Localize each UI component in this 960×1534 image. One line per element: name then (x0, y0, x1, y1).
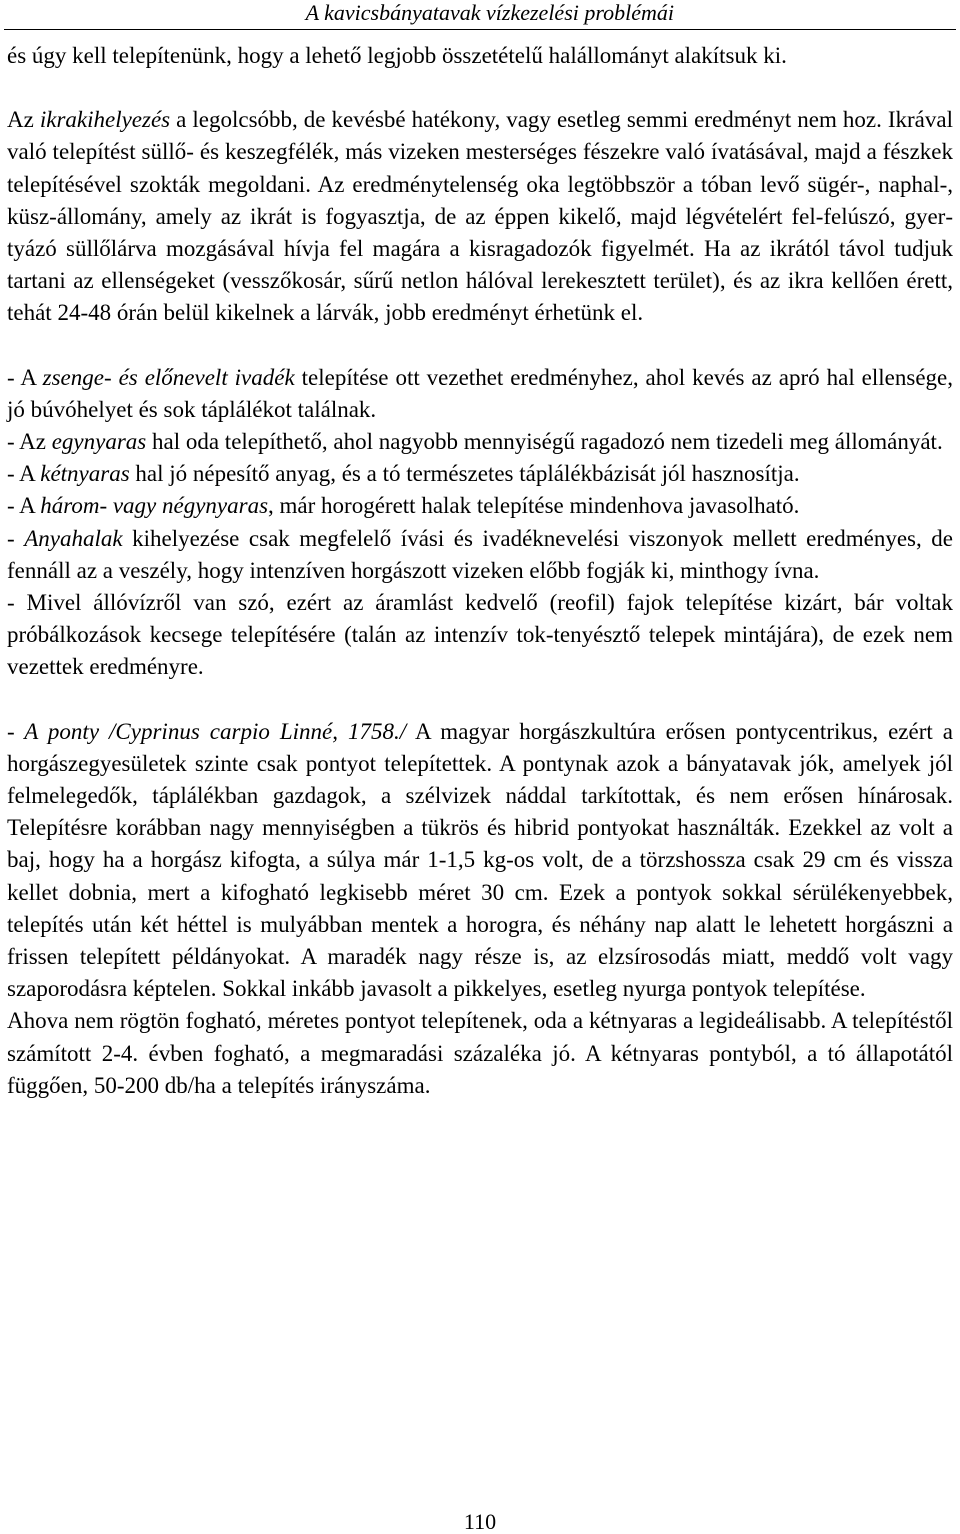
text-run: - A (7, 364, 43, 390)
emphasis-term: ikrakihelyezés (39, 107, 171, 133)
emphasis-term: - A ponty /Cyprinus carpio Linné, 1758./ (7, 718, 407, 744)
paragraph-allovizi: - Mivel állóvízről van szó, ezért az áramlást kedvelő (reofil) fajok telepítése kizárt, bár voltak próbálkozások kecsege telepítésére (talán az intenzív tok-tenyésztő telepek mintájára), de ezek nem vezettek eredményre. (7, 590, 953, 680)
paragraph-harom-negynyaras (7, 490, 953, 522)
page-number: 110 (463, 1509, 497, 1534)
text-run: a legolcsóbb, de kevésbé hatékony, vagy esetleg semmi eredményt nem hoz. Ikrával való telepítést süllő- és keszegfélék, más vizeken mesterséges fészekre való ívatásával, majd a fészkek telepítésével szokták megoldani. Az eredménytelenség oka legtöbbször a tóban levő sügér-, naphal-, küsz-állomány, amely az ikrát is fogyasztja, de az éppen kikelő, majd légvételért fel-felúszó, gyertyázó süllőlárva mozgásával hívja fel magára a kisragadozók figyelmét. Ha az ikrától távol tudjuk tartani az ellenségeket (vesszőkosár, sűrű netlon hálóval lerekesztett terület), és az ikra kellően érett, tehát 24-48 órán belül kikelnek a lárvák, jobb eredményt érhetünk el. (7, 107, 953, 326)
paragraph-ponty (7, 716, 953, 1006)
paragraph-gap (7, 330, 953, 362)
header-rule (4, 29, 956, 30)
paragraph-zsenge-ivadek (7, 362, 953, 426)
emphasis-term: kétnyaras (40, 461, 130, 487)
text-run: hal jó népesítő anyag, és a tó természetes táplálékbázisát jól hasznosítja. (129, 461, 800, 487)
text-run: A magyar horgászkultúra erősen pontycentrikus, ezért a horgászegyesületek szinte csak pontyot telepítettek. A pontynak azok a bányatavak jók, amelyek jól felmelegedők, táplálékban gazdagok, a szélvizek náddal tarkítottak, és nem erősen hínárosak. Telepítésre korábban nagy mennyiségben a tükrös és hibrid pontyokat használták. Ezekkel az volt a baj, hogy ha a horgász kifogta, a súlya már 1-1,5 kg-os volt, de a törzshossza csak 29 cm és vissza kellet dobnia, mert a kifogható legkisebb méret 30 cm. Ezek a pontyok sokkal sérülékenyebbek, telepítés után két héttel is mulyábban mentek a horogra, és néhány nap alatt le lehetett horgászni a frissen telepített példányokat. A maradék nagy része is, az elzsírosodás miatt, meddő volt vagy szaporodásra képtelen. Sokkal inkább javasolt a pikkelyes, esetleg nyurga pontyok telepítése. (7, 718, 954, 1002)
paragraph-ikrakihelyezes (7, 104, 953, 329)
paragraph-ketnyaras-ponty: Ahova nem rögtön fogható, méretes pontyot telepítenek, oda a kétnyaras a legideálisabb. A telepítéstől számított 2-4. évben fogható, a megmaradási százaléka jó. A kétnyaras pontyból, a tó állapotától függően, 50-200 db/ha a telepítés irányszáma. (7, 1008, 953, 1098)
paragraph-ketnyaras (7, 458, 953, 490)
paragraph-gap (7, 684, 953, 716)
emphasis-term: három- vagy négynyaras (40, 493, 269, 519)
emphasis-term: zsenge- és előnevelt ivadék (42, 364, 295, 390)
emphasis-term: egynyaras (51, 429, 147, 455)
text-run: Az (7, 107, 40, 133)
text-run: kihelyezése csak megfelelő ívási és ivadéknevelési viszonyok mellett eredményes, de fennáll az a veszély, hogy intenzíven horgászott vizeken előbb fogják ki, minthogy ívna. (7, 525, 953, 583)
text-run: , már horogérett halak telepítése mindenhova javasolható. (268, 493, 800, 519)
paragraph-anyahalak (7, 523, 953, 587)
paragraph-gap (7, 72, 953, 104)
text-run: - (7, 525, 25, 551)
paragraph-egynyaras (7, 426, 953, 458)
text-run: telepítése ott vezethet eredményhez, ahol kevés az apró hal ellensége, jó búvóhelyet és sok táplálékot találnak. (7, 364, 953, 422)
paragraph-1: és úgy kell telepítenünk, hogy a lehető legjobb összetételű halállományt alakítsuk ki. (7, 43, 787, 68)
text-run: - A (7, 493, 41, 519)
text-run: - Az (7, 429, 52, 455)
running-header: A kavicsbányatavak vízkezelési problémái (305, 0, 674, 25)
emphasis-term: Anyahalak (24, 525, 123, 551)
text-run: hal oda telepíthető, ahol nagyobb mennyiségű ragadozó nem tizedeli meg állományát. (146, 429, 943, 455)
page-body (7, 40, 953, 1102)
text-run: - A (7, 461, 41, 487)
